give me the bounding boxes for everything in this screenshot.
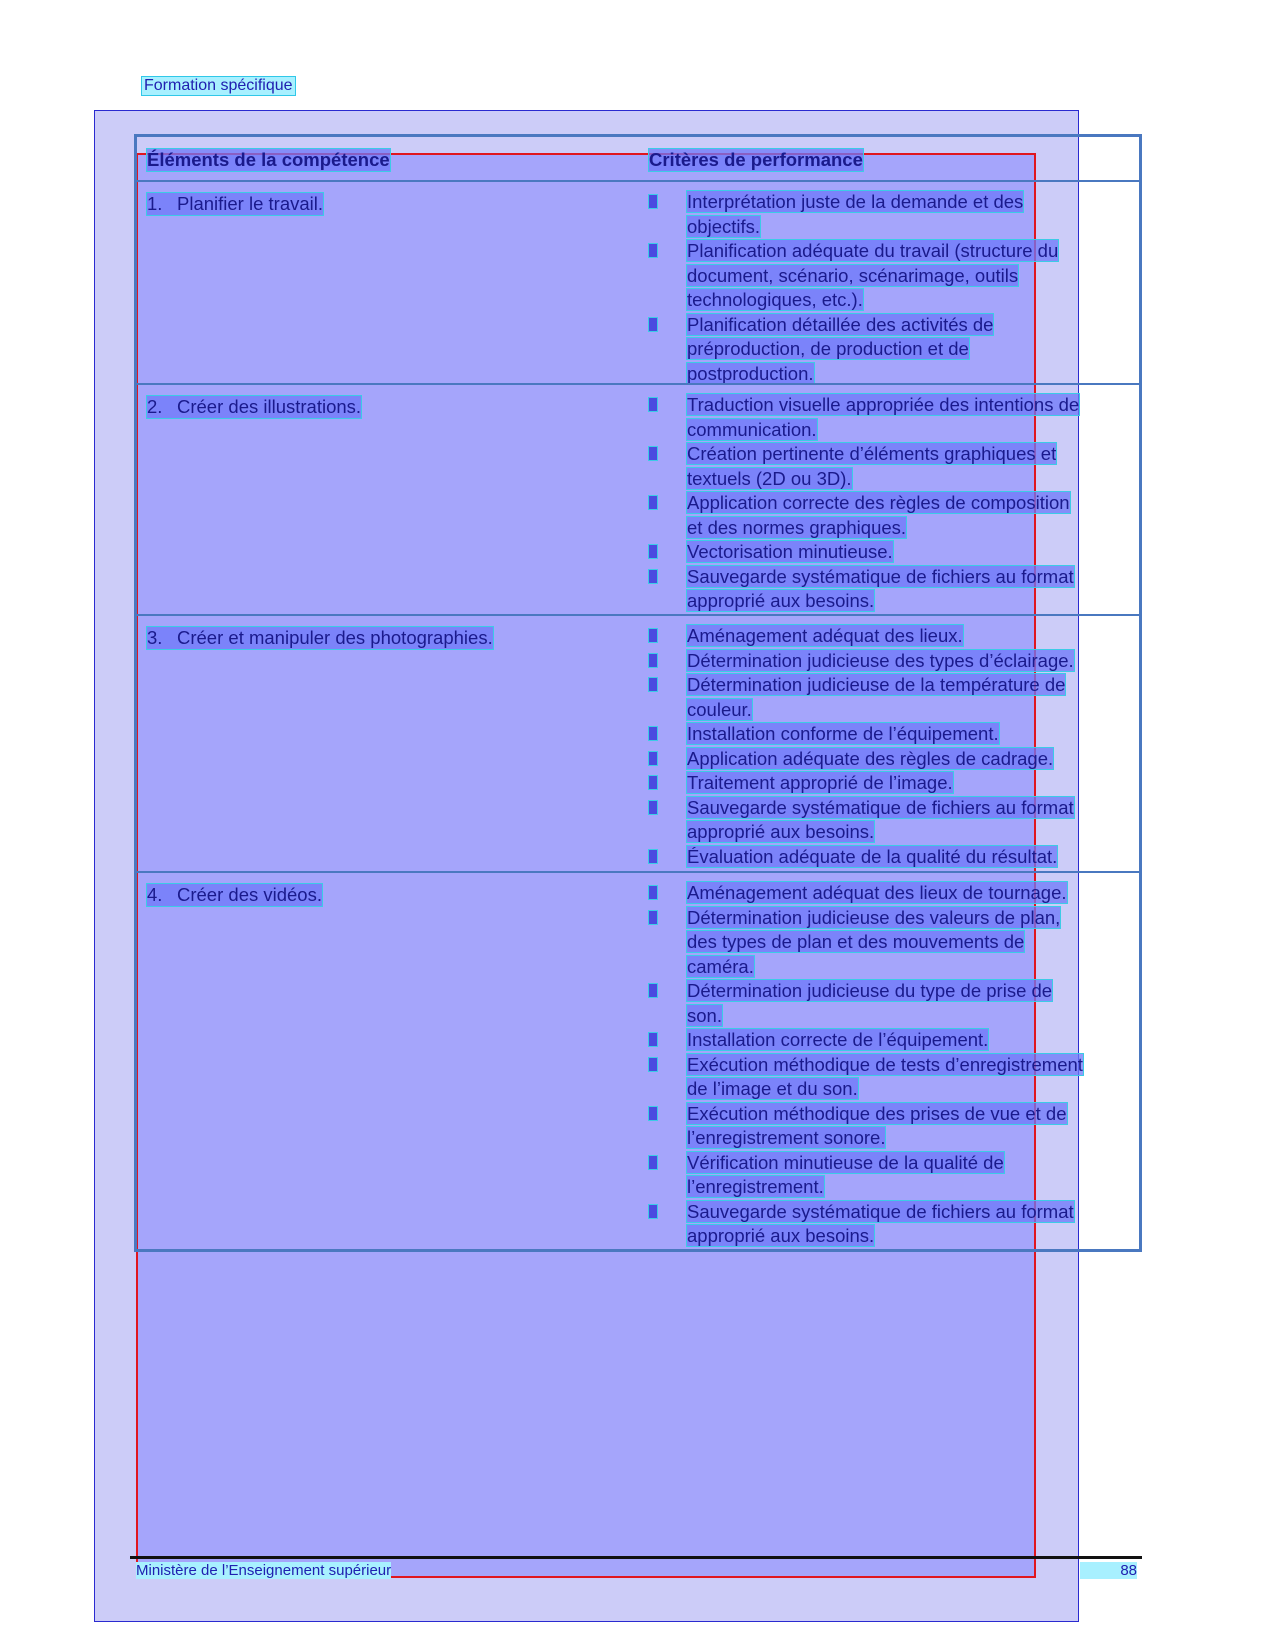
- criterion-item: [649, 906, 1083, 980]
- criterion-text-line: Évaluation adéquate de la qualité du résultat.: [687, 845, 1058, 867]
- footer-rule: [130, 1556, 1142, 1559]
- criterion-text-line: Installation correcte de l’équipement.: [687, 1029, 989, 1050]
- criterion-text-line: approprié aux besoins.: [687, 590, 875, 611]
- column-header-criteria: Critères de performance: [649, 149, 863, 170]
- page-number: 88: [1080, 1562, 1137, 1579]
- criterion-text-line: postproduction.: [687, 362, 814, 384]
- criterion-text-line: Sauvegarde systématique de fichiers au format: [687, 796, 1074, 818]
- criterion-item: [649, 1053, 1083, 1102]
- criterion-text-line: Aménagement adéquat des lieux.: [687, 625, 963, 646]
- criterion-item: [649, 979, 1083, 1028]
- criterion-text-line: textuels (2D ou 3D).: [687, 467, 852, 489]
- competence-element: [147, 627, 493, 649]
- criterion-text-line: Traitement approprié de l’image.: [687, 772, 953, 793]
- criterion-item: [649, 313, 1058, 387]
- bullet-icon: [649, 570, 657, 583]
- bullet-icon: [649, 195, 657, 208]
- criterion-text-line: Détermination judicieuse des types d’éclairage.: [687, 649, 1074, 671]
- criterion-item: [649, 649, 1074, 674]
- criterion-text-line: Application correcte des règles de composition: [687, 492, 1070, 513]
- criterion-item: [649, 239, 1058, 313]
- element-text: Créer des illustrations.: [177, 396, 362, 417]
- footer-ministry: Ministère de l’Enseignement supérieur: [136, 1562, 392, 1579]
- bullet-icon: [649, 678, 657, 691]
- criterion-text-line: Sauvegarde systématique de fichiers au format: [687, 565, 1074, 587]
- criterion-item: [649, 190, 1058, 239]
- criterion-text-line: Interprétation juste de la demande et des: [687, 191, 1024, 212]
- bullet-icon: [649, 496, 657, 509]
- criterion-text-line: Détermination judicieuse de la température de: [687, 674, 1066, 695]
- bullet-icon: [649, 318, 657, 331]
- criterion-item: [649, 1102, 1083, 1151]
- criteria-list: [649, 393, 1079, 614]
- criterion-item: [649, 624, 1074, 649]
- bullet-icon: [649, 776, 657, 789]
- row-divider: [137, 383, 1139, 385]
- criterion-text-line: Sauvegarde systématique de fichiers au format: [687, 1200, 1074, 1222]
- criteria-list: [649, 624, 1074, 869]
- bullet-icon: [649, 801, 657, 814]
- competence-element: [147, 193, 323, 215]
- element-text: Planifier le travail.: [177, 193, 324, 214]
- criterion-item: [649, 771, 1074, 796]
- criteria-list: [649, 881, 1083, 1249]
- criterion-item: [649, 540, 1079, 565]
- criterion-item: [649, 881, 1083, 906]
- row-divider: [137, 614, 1139, 616]
- criterion-item: [649, 673, 1074, 722]
- bullet-icon: [649, 886, 657, 899]
- bullet-icon: [649, 727, 657, 740]
- criterion-item: [649, 747, 1074, 772]
- criterion-text-line: Planification adéquate du travail (structure du: [687, 240, 1059, 261]
- criterion-text-line: l’enregistrement.: [687, 1176, 824, 1197]
- criterion-item: [649, 491, 1079, 540]
- element-number: 2.: [147, 396, 163, 417]
- criterion-item: [649, 1151, 1083, 1200]
- bullet-icon: [649, 1058, 657, 1071]
- criterion-item: [649, 845, 1074, 870]
- element-text: Créer et manipuler des photographies.: [177, 627, 493, 648]
- bullet-icon: [649, 911, 657, 924]
- criterion-text-line: Exécution méthodique des prises de vue et de: [687, 1102, 1067, 1124]
- criterion-text-line: objectifs.: [687, 215, 761, 237]
- column-header-elements: Éléments de la compétence: [147, 149, 390, 170]
- criterion-text-line: Création pertinente d’éléments graphiques et: [687, 443, 1057, 464]
- bullet-icon: [649, 850, 657, 863]
- criterion-text-line: de l’image et du son.: [687, 1078, 858, 1099]
- criterion-text-line: caméra.: [687, 955, 754, 977]
- bullet-icon: [649, 244, 657, 257]
- criterion-text-line: Traduction visuelle appropriée des intentions de: [687, 394, 1080, 415]
- bullet-icon: [649, 984, 657, 997]
- criteria-list: [649, 190, 1058, 386]
- bullet-icon: [649, 1033, 657, 1046]
- criterion-text-line: document, scénario, scénarimage, outils: [687, 264, 1019, 286]
- criterion-text-line: approprié aux besoins.: [687, 821, 875, 842]
- criterion-text-line: Planification détaillée des activités de: [687, 313, 994, 335]
- element-number: 1.: [147, 193, 163, 214]
- bullet-icon: [649, 1107, 657, 1120]
- criterion-text-line: Vectorisation minutieuse.: [687, 541, 893, 562]
- competence-element: [147, 396, 361, 418]
- competence-table: [134, 134, 1142, 1252]
- criterion-text-line: Exécution méthodique de tests d’enregistrement: [687, 1053, 1083, 1075]
- criterion-text-line: approprié aux besoins.: [687, 1225, 875, 1246]
- criterion-text-line: couleur.: [687, 698, 752, 720]
- criterion-text-line: son.: [687, 1004, 722, 1026]
- element-number: 3.: [147, 627, 163, 648]
- section-header-label: Formation spécifique: [141, 76, 296, 96]
- bullet-icon: [649, 629, 657, 642]
- criterion-item: [649, 722, 1074, 747]
- bullet-icon: [649, 447, 657, 460]
- criterion-item: [649, 565, 1079, 614]
- criterion-text-line: préproduction, de production et de: [687, 338, 969, 359]
- header-divider: [137, 180, 1139, 182]
- criterion-text-line: Détermination judicieuse des valeurs de plan,: [687, 906, 1061, 928]
- criterion-text-line: l’enregistrement sonore.: [687, 1127, 886, 1148]
- bullet-icon: [649, 1156, 657, 1169]
- criterion-item: [649, 1028, 1083, 1053]
- bullet-icon: [649, 398, 657, 411]
- criterion-text-line: Installation conforme de l’équipement.: [687, 723, 999, 744]
- bullet-icon: [649, 654, 657, 667]
- bullet-icon: [649, 545, 657, 558]
- criterion-text-line: technologiques, etc.).: [687, 289, 863, 310]
- criterion-text-line: Aménagement adéquat des lieux de tournage.: [687, 882, 1067, 903]
- criterion-text-line: Vérification minutieuse de la qualité de: [687, 1151, 1004, 1173]
- element-number: 4.: [147, 884, 163, 905]
- bullet-icon: [649, 1205, 657, 1218]
- row-divider: [137, 871, 1139, 873]
- criterion-item: [649, 1200, 1083, 1249]
- competence-element: [147, 884, 322, 906]
- criterion-item: [649, 796, 1074, 845]
- criterion-text-line: Application adéquate des règles de cadrage.: [687, 747, 1054, 769]
- criterion-item: [649, 442, 1079, 491]
- criterion-text-line: communication.: [687, 418, 817, 440]
- criterion-text-line: et des normes graphiques.: [687, 516, 907, 538]
- criterion-text-line: des types de plan et des mouvements de: [687, 931, 1025, 952]
- criterion-item: [649, 393, 1079, 442]
- bullet-icon: [649, 752, 657, 765]
- element-text: Créer des vidéos.: [177, 884, 322, 905]
- criterion-text-line: Détermination judicieuse du type de prise de: [687, 980, 1053, 1001]
